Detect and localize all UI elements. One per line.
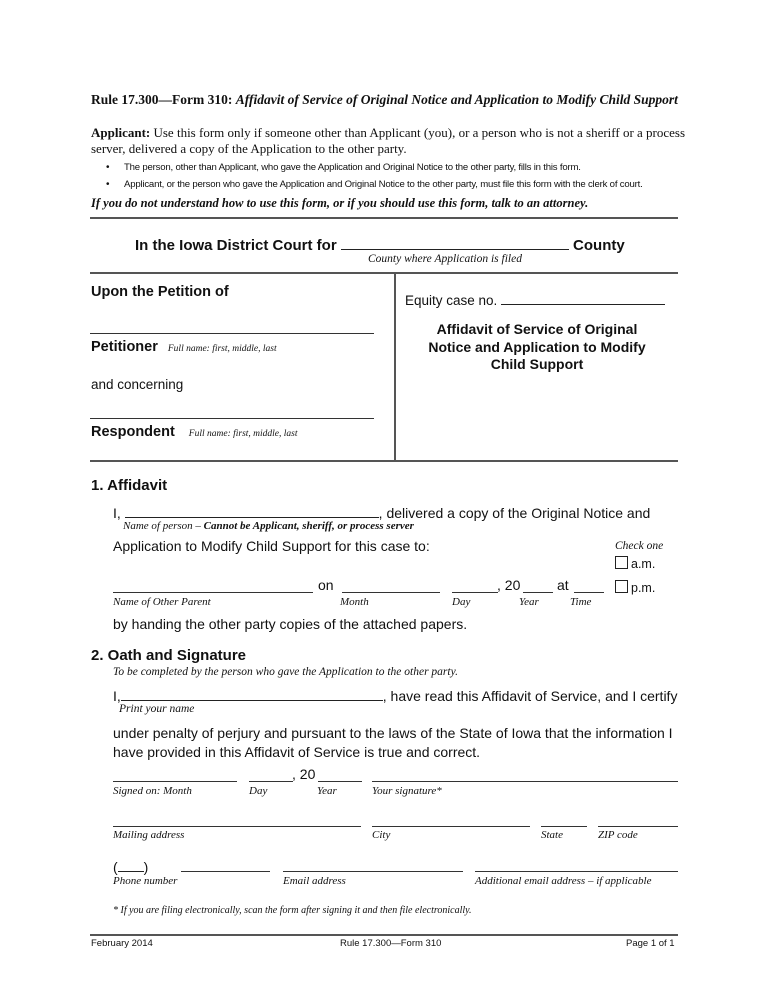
print-name-input[interactable]: [121, 686, 383, 701]
print-name-caption: Print your name: [119, 703, 195, 715]
on-label: on: [318, 577, 334, 593]
check-one-label: Check one: [615, 540, 664, 552]
document-title: [400, 321, 674, 374]
respondent-label-row: [91, 423, 298, 441]
section-2-subtitle: To be completed by the person who gave the Application to the other party.: [113, 666, 458, 678]
phone-area-code[interactable]: [113, 857, 148, 875]
signature-input[interactable]: [372, 781, 678, 782]
affidavit-line-2: Application to Modify Child Support for this case to:: [113, 538, 430, 554]
signed-year-caption: Year: [317, 785, 337, 797]
signed-on-caption: Signed on: Month: [113, 785, 192, 797]
court-prefix: In the Iowa District Court for: [135, 237, 337, 254]
service-month-input[interactable]: [342, 592, 440, 593]
signed-day-input[interactable]: [249, 781, 293, 782]
mailing-address-caption: Mailing address: [113, 829, 185, 841]
mailing-address-input[interactable]: [113, 826, 361, 827]
concerning-label: and concerning: [91, 377, 184, 392]
section-2-heading: 2. Oath and Signature: [91, 647, 247, 664]
petitioner-hint: Full name: first, middle, last: [167, 344, 277, 354]
city-caption: City: [372, 829, 391, 841]
oath-line-1: [113, 686, 677, 704]
divider: [90, 217, 678, 219]
county-caption: County where Application is filed: [368, 253, 522, 265]
signature-caption: Your signature*: [372, 785, 442, 797]
signed-day-caption: Day: [249, 785, 268, 797]
document-title-line: Affidavit of Service of Original: [436, 321, 638, 337]
time-caption: Time: [570, 596, 592, 608]
am-label: a.m.: [631, 557, 656, 571]
affidavit-line-1: [113, 503, 650, 521]
server-name-input[interactable]: [125, 503, 379, 518]
additional-email-caption: Additional email address – if applicable: [475, 875, 652, 887]
additional-email-input[interactable]: [475, 871, 678, 872]
footer-page: Page 1 of 1: [626, 938, 675, 949]
petitioner-label: Petitioner: [91, 339, 158, 355]
pm-option[interactable]: [615, 580, 655, 595]
court-suffix: County: [573, 237, 625, 254]
case-no-row: [405, 290, 665, 308]
service-time-input[interactable]: [574, 592, 604, 593]
footer-date: February 2014: [91, 938, 153, 949]
oath-i: I,: [113, 688, 121, 704]
court-line: [135, 235, 625, 254]
document-title-line: Notice and Application to Modify: [428, 338, 646, 355]
caption-divider: [394, 273, 396, 461]
petitioner-name-input[interactable]: [90, 333, 374, 334]
footer-form-id: Rule 17.300—Form 310: [340, 938, 442, 949]
state-input[interactable]: [541, 826, 587, 827]
oath-text: [113, 724, 673, 762]
year-prefix: , 20: [497, 577, 521, 593]
petitioner-label-row: [91, 338, 277, 356]
applicant-text-2: server, delivered a copy of the Application to the other party.: [91, 141, 407, 156]
phone-paren-close: ): [143, 859, 149, 875]
area-code-input[interactable]: [118, 857, 144, 872]
oath-text-line: have provided in this Affidavit of Service is true and correct.: [113, 744, 481, 760]
am-option[interactable]: [615, 556, 655, 571]
affidavit-i: I,: [113, 505, 121, 521]
server-name-caption-b: Cannot be Applicant, sheriff, or process server: [203, 520, 414, 532]
petition-label: Upon the Petition of: [91, 284, 229, 300]
server-name-caption: [123, 520, 414, 532]
email-caption: Email address: [283, 875, 346, 887]
email-input[interactable]: [283, 871, 463, 872]
divider: [90, 460, 678, 462]
phone-caption: Phone number: [113, 875, 178, 887]
day-caption: Day: [452, 596, 471, 608]
form-title-text: Affidavit of Service of Original Notice and Application to Modify Child Support: [235, 92, 678, 107]
am-checkbox[interactable]: [615, 556, 628, 569]
month-caption: Month: [340, 596, 369, 608]
footnote: * If you are filing electronically, scan the form after signing it and then file electronically.: [113, 905, 472, 916]
city-input[interactable]: [372, 826, 530, 827]
form-rule-label: Rule 17.300—Form 310:: [91, 92, 233, 107]
phone-number-input[interactable]: [181, 871, 270, 872]
applicant-text-1: Use this form only if someone other than Applicant (you), or a person who is not a sheriff or a process: [153, 125, 686, 140]
zip-caption: ZIP code: [598, 829, 638, 841]
county-input[interactable]: [341, 235, 569, 250]
pm-label: p.m.: [631, 581, 656, 595]
section-1-heading: 1. Affidavit: [91, 477, 168, 494]
oath-line-1-text: , have read this Affidavit of Service, and I certify: [382, 688, 678, 704]
state-caption: State: [541, 829, 563, 841]
instruction-bullet: • Applicant, or the person who gave the Application and Original Notice to the other party, must file this form with the clerk of court.: [96, 176, 643, 193]
service-day-input[interactable]: [452, 592, 498, 593]
respondent-hint: Full name: first, middle, last: [188, 429, 298, 439]
instruction-bullets: [96, 159, 643, 193]
signed-year-prefix: , 20: [292, 766, 316, 782]
divider: [90, 272, 678, 274]
signed-year-input[interactable]: [318, 781, 362, 782]
year-caption: Year: [519, 596, 539, 608]
at-label: at: [557, 577, 569, 593]
phone-paren-open: (: [113, 859, 118, 875]
form-title: [91, 92, 678, 108]
affidavit-line-3: by handing the other party copies of the attached papers.: [113, 616, 468, 632]
respondent-name-input[interactable]: [90, 418, 374, 419]
signed-month-input[interactable]: [113, 781, 237, 782]
respondent-label: Respondent: [91, 424, 175, 440]
server-name-caption-a: Name of person –: [123, 520, 204, 532]
other-parent-caption: Name of Other Parent: [113, 596, 211, 608]
service-year-input[interactable]: [523, 592, 553, 593]
instruction-bullet: • The person, other than Applicant, who gave the Application and Original Notice to the other party, fills in this form.: [96, 159, 643, 176]
case-no-input[interactable]: [501, 290, 665, 305]
document-title-line: Child Support: [490, 356, 584, 372]
applicant-instructions: [91, 125, 685, 157]
oath-text-line: under penalty of perjury and pursuant to the laws of the State of Iowa that the information I: [113, 725, 673, 741]
attorney-note: If you do not understand how to use this form, or if you should use this form, talk to an attorney.: [91, 196, 589, 210]
affidavit-line-1-text: , delivered a copy of the Original Notice and: [378, 505, 651, 521]
case-no-label: Equity case no.: [405, 293, 498, 308]
other-parent-input[interactable]: [113, 592, 313, 593]
zip-input[interactable]: [598, 826, 678, 827]
footer-divider: [90, 934, 678, 936]
applicant-label: Applicant:: [91, 125, 151, 140]
pm-checkbox[interactable]: [615, 580, 628, 593]
